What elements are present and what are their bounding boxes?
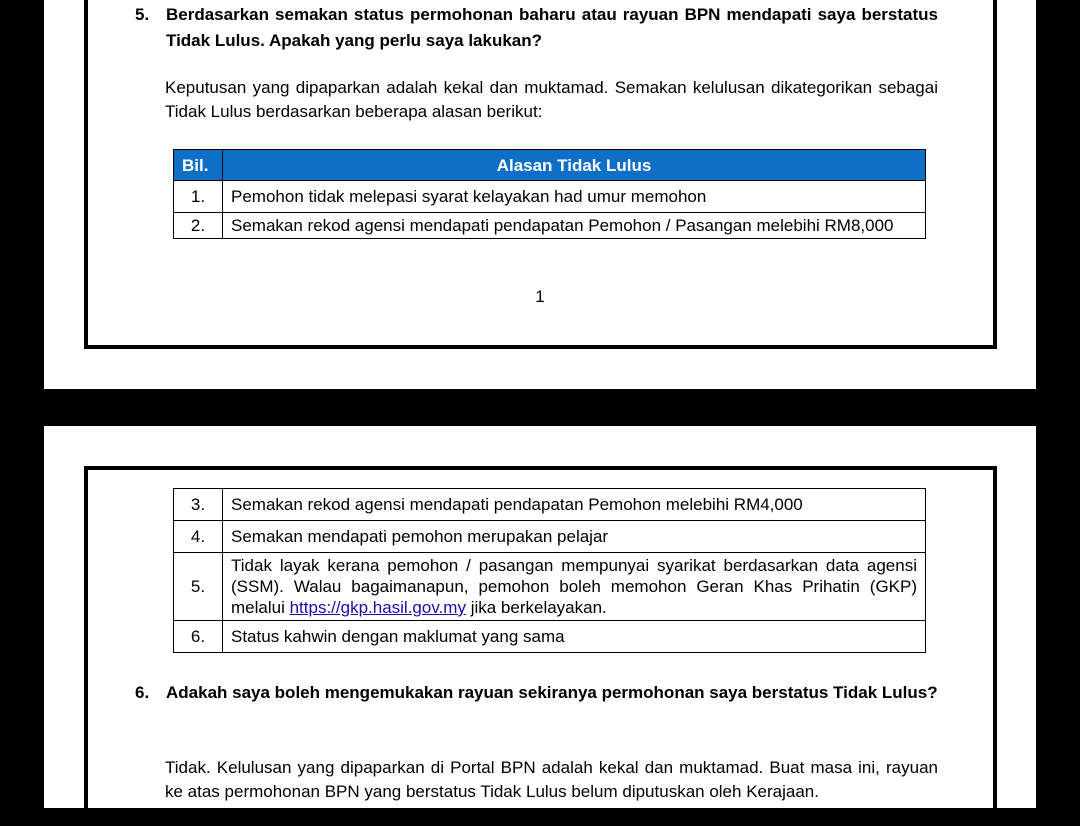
document-page-2 — [44, 426, 1036, 808]
table-row — [174, 553, 926, 621]
row-number: 3. — [174, 489, 223, 521]
table-row — [174, 621, 926, 653]
document-page-1 — [44, 0, 1036, 389]
row-number: 2. — [174, 213, 223, 239]
table-row — [174, 213, 926, 239]
header-reason: Alasan Tidak Lulus — [223, 150, 926, 181]
table-row — [174, 489, 926, 521]
question-number: 6. — [135, 683, 150, 702]
row-reason: Semakan rekod agensi mendapati pendapatan Pemohon melebihi RM4,000 — [223, 489, 926, 521]
row-reason: Semakan rekod agensi mendapati pendapatan Pemohon / Pasangan melebihi RM8,000 — [223, 213, 926, 239]
table-header-row — [174, 150, 926, 181]
answer-5-paragraph: Keputusan yang dipaparkan adalah kekal dan muktamad. Semakan kelulusan dikategorikan sebagai Tidak Lulus berdasarkan beberapa alasan berikut: — [165, 78, 938, 121]
row-reason — [223, 553, 926, 621]
header-bil: Bil. — [174, 150, 223, 181]
row-reason: Status kahwin dengan maklumat yang sama — [223, 621, 926, 653]
answer-6-paragraph: Tidak. Kelulusan yang dipaparkan di Portal BPN adalah kekal dan muktamad. Buat masa ini, rayuan ke atas permohonan BPN yang berstatus Tidak Lulus belum diputuskan oleh Kerajaan. — [165, 758, 938, 801]
question-text: Berdasarkan semakan status permohonan baharu atau rayuan BPN mendapati saya berstatus Tidak Lulus. Apakah yang perlu saya lakukan? — [166, 5, 938, 50]
table-row — [174, 521, 926, 553]
row-number: 1. — [174, 181, 223, 213]
row-reason: Pemohon tidak melepasi syarat kelayakan had umur memohon — [223, 181, 926, 213]
question-number: 5. — [135, 5, 150, 24]
question-text: Adakah saya boleh mengemukakan rayuan sekiranya permohonan saya berstatus Tidak Lulus? — [166, 683, 938, 702]
question-6 — [135, 680, 938, 706]
row-reason: Semakan mendapati pemohon merupakan pelajar — [223, 521, 926, 553]
page-number: 1 — [535, 287, 545, 306]
reason-text-end: jika berkelayakan. — [465, 598, 607, 617]
row-number: 4. — [174, 521, 223, 553]
reason-text: Tidak layak kerana pemohon / pasangan mempunyai syarikat berdasarkan data agensi (SSM). Walau bagaimanapun, pemohon boleh memohon Geran Khas Prihatin (GKP) melalui — [231, 556, 917, 617]
gkp-link[interactable]: https://gkp.hasil.gov.my — [289, 598, 466, 617]
reasons-table-continued — [173, 488, 926, 653]
reasons-table — [173, 149, 926, 239]
row-number: 5. — [174, 553, 223, 621]
question-5 — [135, 2, 938, 54]
table-row — [174, 181, 926, 213]
row-number: 6. — [174, 621, 223, 653]
